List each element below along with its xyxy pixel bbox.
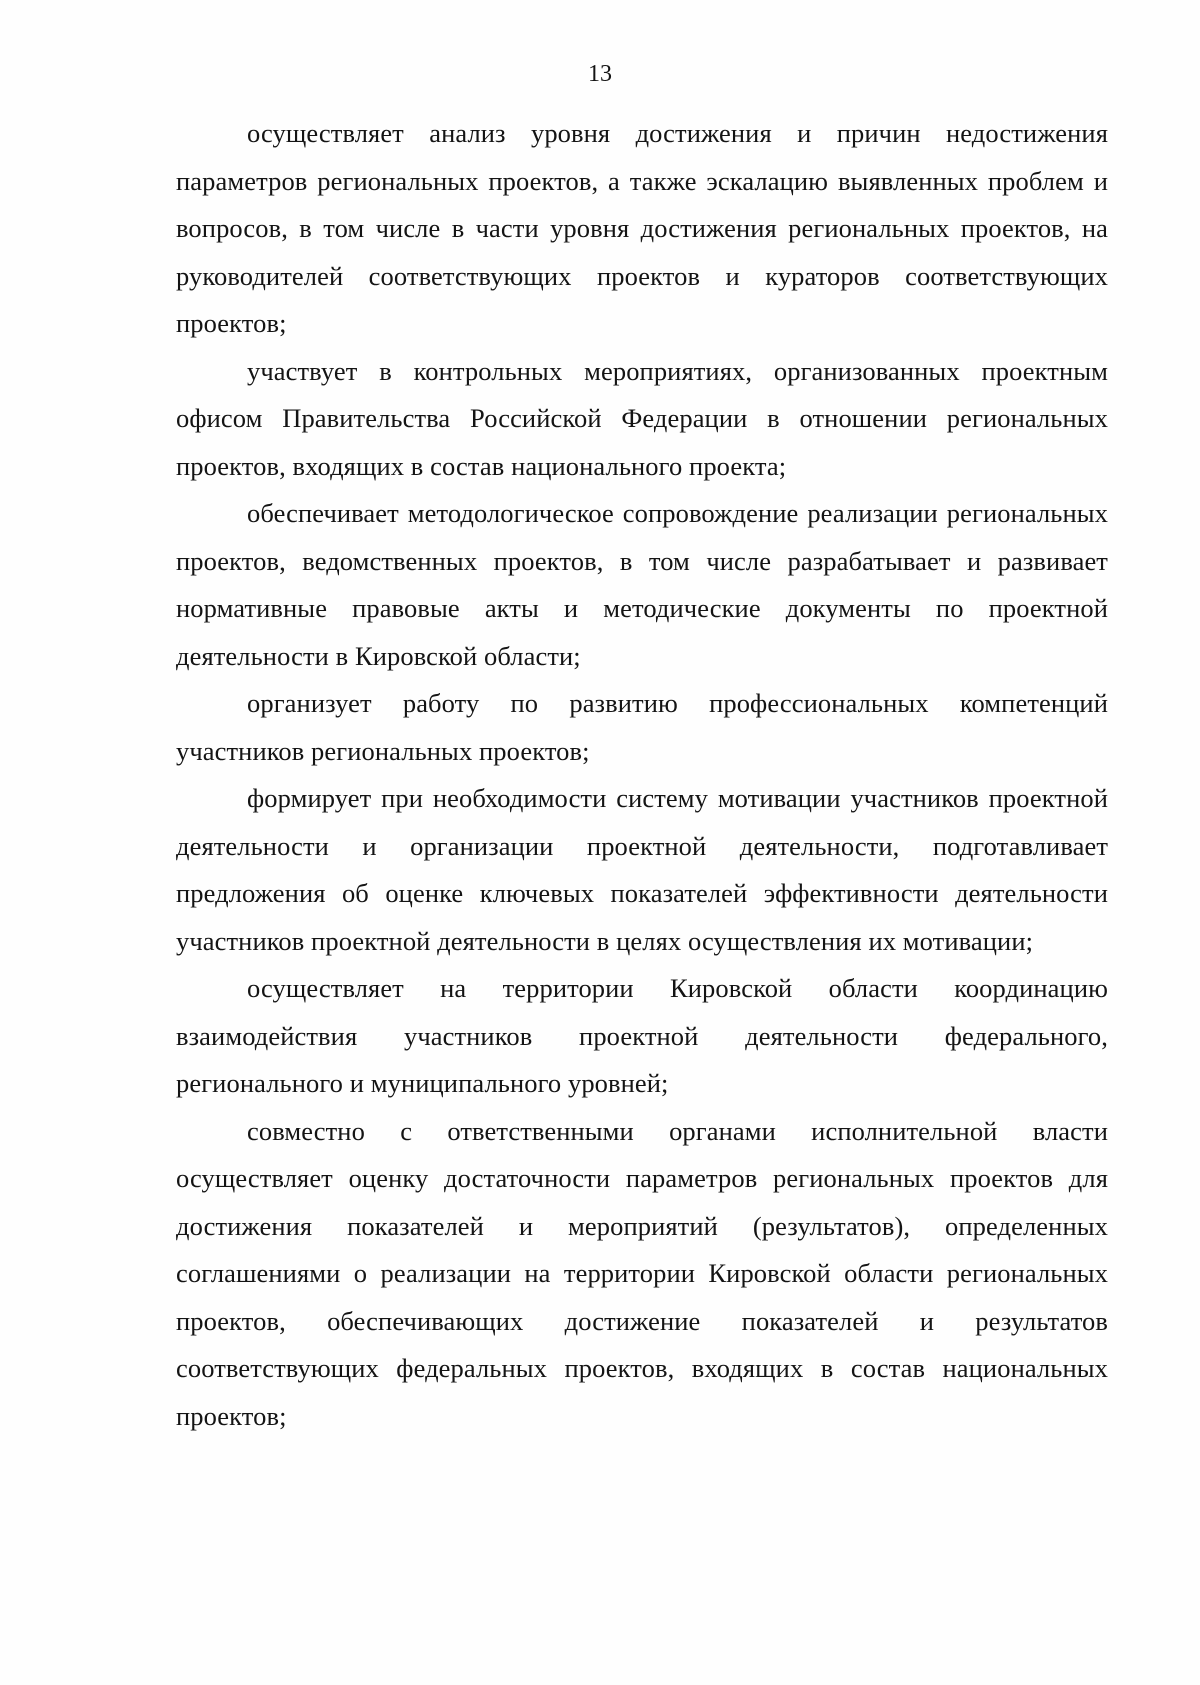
paragraph-analysis: осуществляет анализ уровня достижения и причин недостижения параметров региональных проектов, а также эскалацию выявленных проблем и вопросов, в том числе в части уровня достижения региональных проектов, на руководителей соответствующих проектов и кураторов соответствующих проектов; bbox=[176, 118, 1108, 338]
paragraph-control-events: участвует в контрольных мероприятиях, организованных проектным офисом Правительства Российской Федерации в отношении региональных проектов, входящих в состав национального проекта; bbox=[176, 355, 1108, 481]
paragraph-coordination: осуществляет на территории Кировской области координацию взаимодействия участников проектной деятельности федерального, регионального и муниципального уровней; bbox=[176, 973, 1108, 1098]
page-number: 13 bbox=[588, 61, 612, 87]
paragraph-methodology: обеспечивает методологическое сопровождение реализации региональных проектов, ведомственных проектов, в том числе разрабатывает и развивает нормативные правовые акты и методические документы по проектной деятельности в Кировской области; bbox=[176, 498, 1108, 671]
paragraph-assessment: совместно с ответственными органами исполнительной власти осуществляет оценку достаточности параметров региональных проектов для достижения показателей и мероприятий (результатов), определенных соглашениями о реализации на территории Кировской области региональных проектов, обеспечивающих достижение показателей и результатов соответствующих федеральных проектов, входящих в состав национальных проектов; bbox=[176, 1115, 1108, 1431]
document-body bbox=[176, 110, 1108, 1440]
paragraph-competencies: организует работу по развитию профессиональных компетенций участников региональных проектов; bbox=[176, 688, 1108, 766]
paragraph-motivation: формирует при необходимости систему мотивации участников проектной деятельности и организации проектной деятельности, подготавливает предложения об оценке ключевых показателей эффективности деятельности участников проектной деятельности в целях осуществления их мотивации; bbox=[176, 783, 1108, 956]
